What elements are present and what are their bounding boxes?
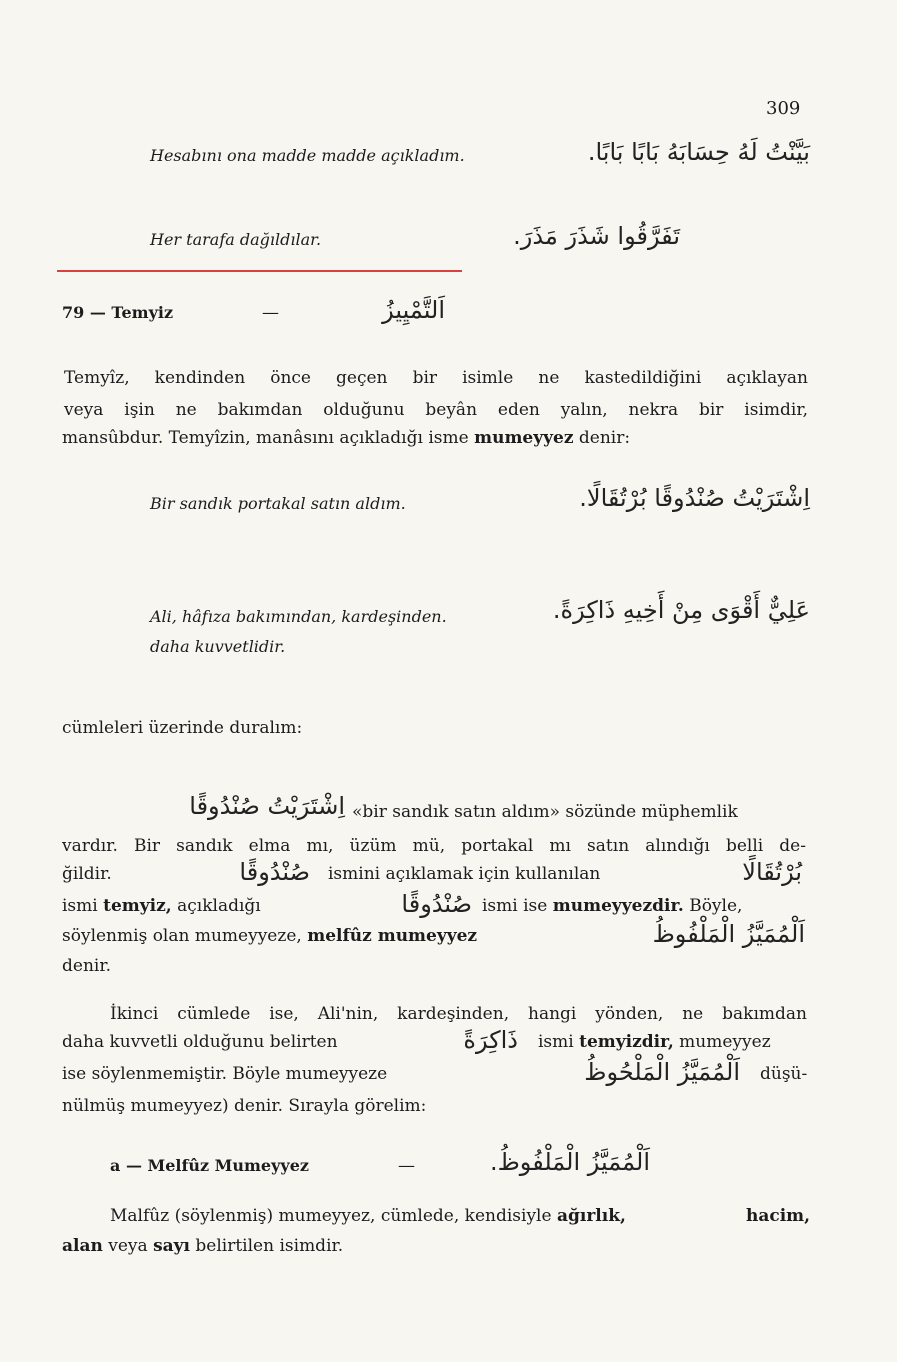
para3-line4: nülmüş mumeyyez) denir. Sırayla görelim: xyxy=(62,1096,427,1116)
example-1-turkish: Hesabını ona madde madde açıkladım. xyxy=(150,146,465,165)
para2-line6: denir. xyxy=(62,956,111,976)
page-number: 309 xyxy=(766,98,801,119)
para1-line3-post: denir: xyxy=(573,428,631,448)
para2-line4-mid1: açıkladığı xyxy=(171,896,261,916)
para2-line2: vardır. Bir sandık elma mı, üzüm mü, portakal mı satın alındığı belli de- xyxy=(62,836,806,856)
para2-line4-pre: ismi xyxy=(62,896,104,916)
para2-line4-a xyxy=(62,898,261,915)
para3-line3-post: düşü- xyxy=(760,1064,808,1084)
lead-text: cümleleri üzerinde duralım: xyxy=(62,718,303,738)
section-title: 79 — Temyiz xyxy=(62,303,174,322)
example-2-arabic: تَفَرَّقُوا شَذَرَ مَذَرَ. xyxy=(513,222,680,250)
para2-line3-arabic-1: صُنْدُوقًا xyxy=(239,858,310,886)
term-mumeyyez: mumeyyez xyxy=(474,428,574,448)
para2-line4-mid2: ismi ise xyxy=(482,896,553,916)
para2-line3-mid: ismini açıklamak için kullanılan xyxy=(328,864,601,884)
example-4-turkish-line1: Ali, hâfıza bakımından, kardeşinden. xyxy=(150,607,447,626)
para4-line1-pre: Malfûz (söylenmiş) mumeyyez, cümlede, kendisiyle xyxy=(110,1206,557,1226)
para2-line1-arabic: اِشْتَرَيْتُ صُنْدُوقًا xyxy=(189,792,345,820)
para2-line1-text: «bir sandık satın aldım» sözünde müphemlik xyxy=(352,802,738,822)
para3-line2-post-b: mumeyyez xyxy=(673,1032,771,1052)
para1-line3-pre: mansûbdur. Temyîzin, manâsını açıkladığı isme xyxy=(62,428,475,448)
term-temyizdir: temyizdir, xyxy=(579,1032,674,1052)
para2-line4-post: Böyle, xyxy=(683,896,743,916)
term-hacim: hacim, xyxy=(746,1206,811,1226)
term-temyiz: temyiz, xyxy=(103,896,172,916)
para4-line2 xyxy=(62,1238,343,1255)
term-mumeyyezdir: mumeyyezdir. xyxy=(552,896,684,916)
para2-line3-arabic-2: بُرْتُقَالًا xyxy=(742,858,802,886)
para3-line2-post-a: ismi xyxy=(538,1032,580,1052)
para1-line3 xyxy=(62,430,630,447)
subsection-arabic: اَلْمُمَيَّزُ الْمَلْفُوظُ. xyxy=(489,1148,650,1176)
term-melfuz-mumeyyez: melfûz mumeyyez xyxy=(307,926,478,946)
para1-line2: veya işin ne bakımdan olduğunu beyân eden yalın, nekra bir isimdir, xyxy=(64,400,808,420)
para2-line4-arabic: صُنْدُوقًا xyxy=(401,890,472,918)
subsection-title: a — Melfûz Mumeyyez xyxy=(110,1156,309,1175)
term-agirlik: ağırlık, xyxy=(556,1206,626,1226)
para3-line3-pre: ise söylenmemiştir. Böyle mumeyyeze xyxy=(62,1064,388,1084)
para4-line2-post: belirtilen isimdir. xyxy=(190,1236,344,1256)
section-arabic: اَلتَّمْيِيزُ xyxy=(382,296,445,324)
example-4-turkish-line2: daha kuvvetlidir. xyxy=(150,637,286,656)
para4-line2-mid: veya xyxy=(102,1236,154,1256)
example-1-arabic: بَيَّنْتُ لَهُ حِسَابَهُ بَابًا بَابًا. xyxy=(587,138,810,166)
example-3-arabic: اِشْتَرَيْتُ صُنْدُوقًا بُرْتُقَالًا. xyxy=(579,484,810,512)
para2-line4-b xyxy=(482,898,742,915)
para2-line5-arabic: اَلْمُمَيَّزُ الْمَلْفُوظُ xyxy=(652,920,805,948)
para3-line2-arabic: ذَاكِرَةً xyxy=(463,1026,518,1054)
para4-line1 xyxy=(110,1208,626,1225)
term-alan: alan xyxy=(62,1236,103,1256)
para2-line5 xyxy=(62,928,477,945)
para3-line3-arabic: اَلْمُمَيَّزُ الْمَلْحُوظُ xyxy=(584,1058,740,1086)
example-3-turkish: Bir sandık portakal satın aldım. xyxy=(150,494,406,513)
term-sayi: sayı xyxy=(153,1236,190,1256)
subsection-dash: — xyxy=(398,1156,415,1176)
para2-line5-pre: söylenmiş olan mumeyyeze, xyxy=(62,926,308,946)
red-divider xyxy=(57,270,462,272)
para3-line1: İkinci cümlede ise, Ali'nin, kardeşinden, hangi yönden, ne bakımdan xyxy=(110,1004,807,1024)
section-dash: — xyxy=(262,303,279,323)
para1-line1: Temyîz, kendinden önce geçen bir isimle ne kastedildiğini açıklayan xyxy=(64,368,808,388)
para3-line2-pre: daha kuvvetli olduğunu belirten xyxy=(62,1032,338,1052)
example-4-arabic: عَلِيٌّ أَقْوَى مِنْ أَخِيهِ ذَاكِرَةً. xyxy=(552,596,810,624)
example-2-turkish: Her tarafa dağıldılar. xyxy=(150,230,322,249)
para3-line2-post xyxy=(538,1034,771,1051)
para2-line3-pre: ğildir. xyxy=(62,864,112,884)
